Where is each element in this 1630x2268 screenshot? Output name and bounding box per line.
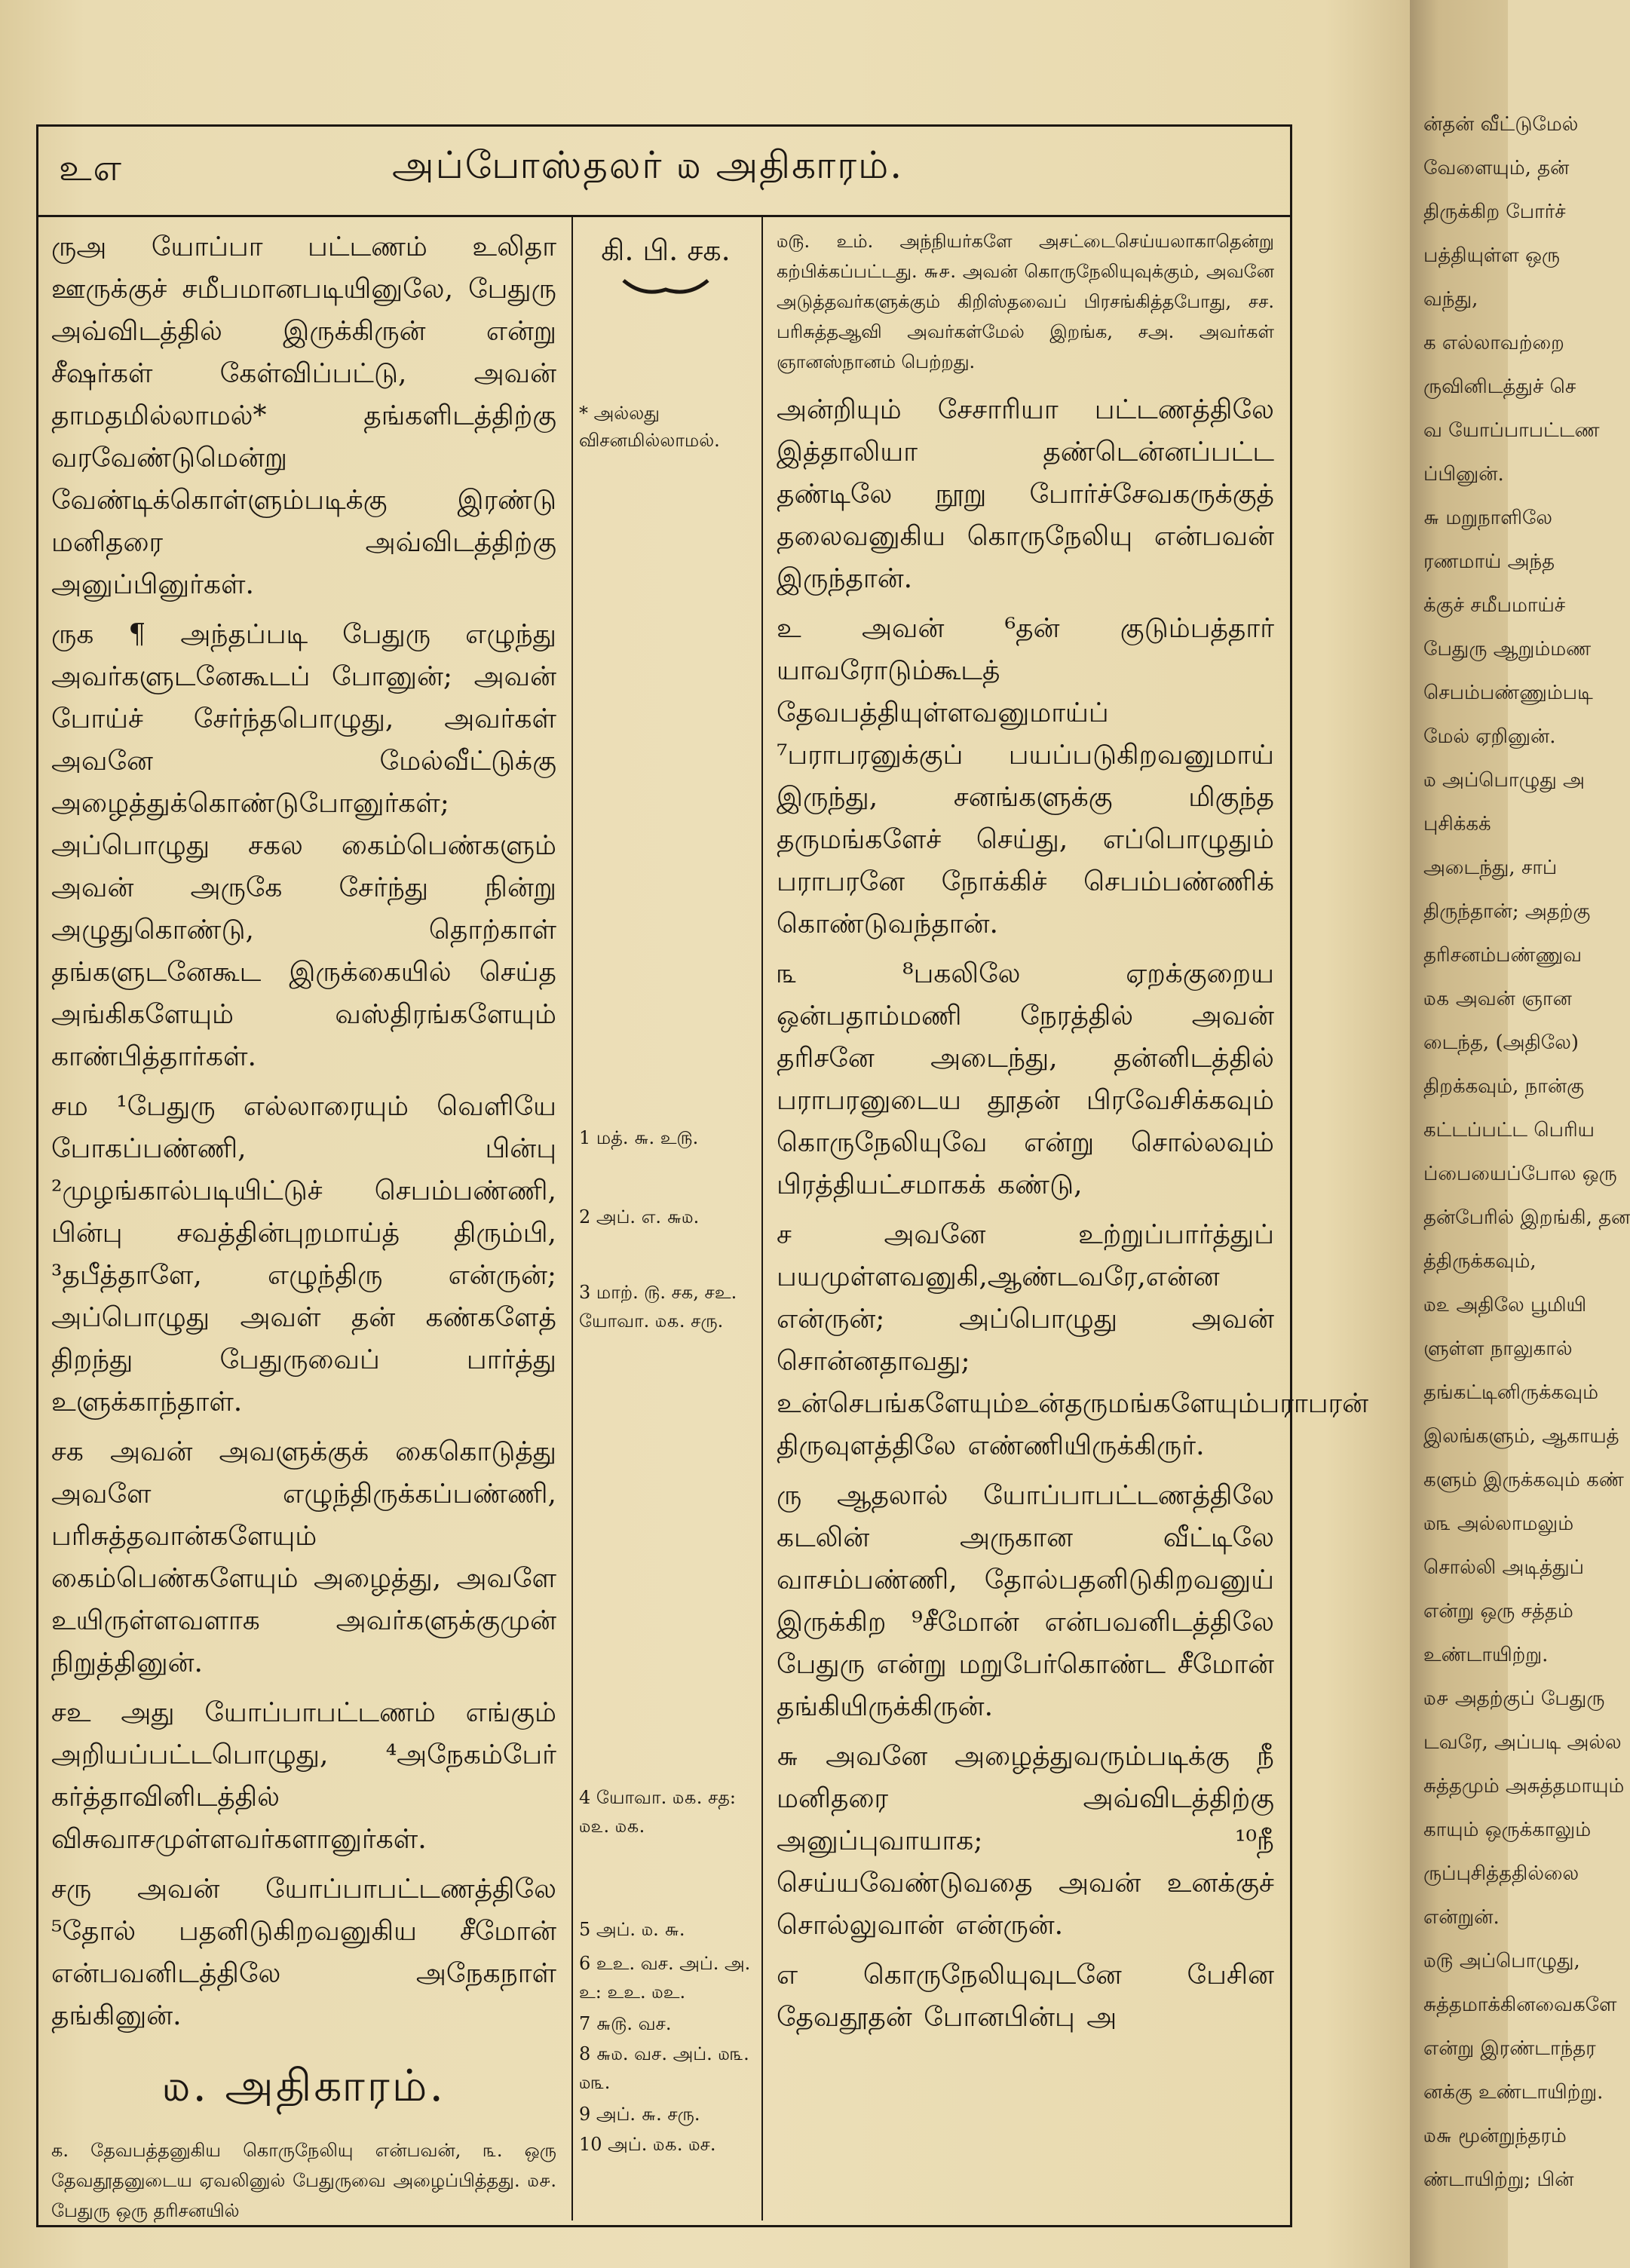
facing-page-line: செபம்பண்ணும்படி xyxy=(1423,682,1593,704)
facing-page-line: பத்தியுள்ள ஒரு xyxy=(1423,244,1560,267)
verse-3: ௩ ⁸பகலிலே ஏறக்குறைய ஒன்பதாம்மணி நேரத்தில் அவன் தரிசனே அடைந்து, தன்னிடத்தில் பராபரனுடைய தூதன் பிரவேசிக்கவும் கொருநேலியுவே என்று சொல்லவும் பிரத்தியட்சமாகக் கண்டு, xyxy=(777,958,1274,1200)
facing-page-line: தரிசனம்பண்ணுவ xyxy=(1423,944,1582,967)
verse-43: சரு அவன் யோப்பாபட்டணத்திலே ⁵தோல் பதனிடுகிறவனுகிய சீமோன் என்பவனிடத்திலே அநேகநாள் தங்கினுன். xyxy=(51,1874,556,2031)
verse-7: எ கொருநேலியுவுடனே பேசின தேவதூதன் போனபின்பு அ xyxy=(777,1960,1274,2033)
reference-9: 9 அப். ௬. சரு. xyxy=(579,2104,700,2125)
margin-note: * அல்லது விசனமில்லாமல். xyxy=(579,403,720,451)
facing-page-line: ௰ அப்பொழுது அ xyxy=(1423,769,1585,792)
era-heading: கி. பி. சக. xyxy=(601,234,731,267)
verse-4: ச அவனே உற்றுப்பார்த்துப் பயமுள்ளவனுகி,ஆண்டவரே,என்ன என்ருன்; அப்பொழுது அவன் சொன்னதாவது; உன்செபங்களேயும்உன்தருமங்களேயும்பராபரன் திருவுளத்திலே எண்ணியிருக்கிருர். xyxy=(777,1219,1369,1461)
facing-page-line: காயும் ஒருக்காலும் xyxy=(1423,1819,1592,1841)
verse-41: சக அவன் அவளுக்குக் கைகொடுத்து அவளே எழுந்திருக்கப்பண்ணி, பரிசுத்தவான்களேயும் கைம்பெண்களேயும் அழைத்து, அவளே உயிருள்ளவளாக அவர்களுக்குமுன் நிறுத்தினுன். xyxy=(51,1436,556,1678)
facing-page-line: புசிக்கக் xyxy=(1423,813,1491,835)
reference-5: 5 அப். ௰. ௬. xyxy=(579,1919,685,1940)
facing-page-line: க்குச் சமீபமாய்ச் xyxy=(1423,594,1566,617)
facing-page-line: என்று இரண்டாந்தர xyxy=(1423,2037,1596,2060)
facing-page-line: த்திருக்கவும், xyxy=(1423,1250,1537,1273)
facing-page-line: டவரே, அப்படி அல்ல xyxy=(1423,1731,1622,1754)
facing-page-line: திறக்கவும், நான்கு xyxy=(1423,1075,1585,1098)
facing-page-line: தங்கட்டினிருக்கவும் xyxy=(1423,1381,1598,1404)
facing-page-line: என்றுன். xyxy=(1423,1906,1500,1929)
facing-page-line: ௰௩ அல்லாமலும் xyxy=(1423,1513,1574,1535)
page-number: உஎ xyxy=(59,147,123,189)
facing-page-line: வ யோப்பாபட்டண xyxy=(1423,419,1600,442)
facing-page-line: ௰௫ அப்பொழுது, xyxy=(1423,1950,1580,1972)
facing-page-edge xyxy=(1410,0,1630,2268)
header-rule xyxy=(36,215,1292,217)
reference-4: 4 யோவா. ௰௧. சத: ௰௨. ௰௧. xyxy=(579,1787,736,1837)
chapter-heading: ௰. அதிகாரம். xyxy=(162,2060,446,2111)
reference-3: 3 மாற். ௫. சக, சஉ. யோவா. ௰௧. சரு. xyxy=(579,1282,737,1332)
verse-2: உ அவன் ⁶தன் குடும்பத்தார் யாவரோடும்கூடத் தேவபத்தியுள்ளவனுமாய்ப் ⁷பராபரனுக்குப் பயப்படுகிறவனுமாய் இருந்து, சனங்களுக்கு மிகுந்த தருமங்களேச் செய்து, எப்பொழுதும் பராபரனே நோக்கிச் செபம்பண்ணிக் கொண்டுவந்தான். xyxy=(777,613,1274,939)
facing-page-line: சொல்லி அடித்துப் xyxy=(1423,1556,1584,1579)
facing-page-line: னக்கு உண்டாயிற்று. xyxy=(1423,2081,1604,2104)
facing-page-line: திருக்கிற போர்ச் xyxy=(1423,201,1566,223)
facing-page-line: ப்பையைப்போல ஒரு xyxy=(1423,1163,1617,1185)
facing-page-line: ருப்புசித்ததில்லை xyxy=(1423,1862,1579,1885)
verse-39: ருக ¶ அந்தப்படி பேதுரு எழுந்து அவர்களுடனேகூடப் போனுன்; அவன் போய்ச் சேர்ந்தபொழுது, அவர்கள் அவனே மேல்வீட்டுக்கு அழைத்துக்கொண்டுபோனுர்கள்; அப்பொழுது சகல கைம்பெண்களும் அவன் அருகே சேர்ந்து நின்று அழுதுகொண்டு, தொற்காள் தங்களுடனேகூட இருக்கையில் செய்த அங்கிகளேயும் வஸ்திரங்களேயும் காண்பித்தார்கள். xyxy=(51,619,556,1072)
facing-page-line: ௰௬ மூன்றுந்தரம் xyxy=(1423,2125,1567,2147)
reference-10: 10 அப். ௰௧. ௰ச. xyxy=(579,2134,716,2155)
ornament-flourish xyxy=(620,276,711,299)
reference-7: 7 ௬௫. வச. xyxy=(579,2013,672,2034)
verse-42: சஉ அது யோப்பாபட்டணம் எங்கும் அறியப்பட்டபொழுது, ⁴அநேகம்பேர் கர்த்தாவினிடத்தில் விசுவாசமுள்ளவர்களானுர்கள். xyxy=(51,1697,556,1855)
facing-page-line: என்று ஒரு சத்தம் xyxy=(1423,1600,1573,1623)
facing-page-line: இலங்களும், ஆகாயத் xyxy=(1423,1425,1619,1448)
reference-2: 2 அப். எ. ௬௰. xyxy=(579,1206,700,1227)
verse-40: சம ¹பேதுரு எல்லாரையும் வெளியே போகப்பண்ணி, பின்பு ²முழங்கால்படியிட்டுச் செபம்பண்ணி, பின்பு சவத்தின்புறமாய்த் திரும்பி, ³தபீத்தாளே, எழுந்திரு என்ருன்; அப்பொழுது அவள் தன் கண்களேத் திறந்து பேதுருவைப் பார்த்து உளுக்காந்தாள். xyxy=(51,1091,556,1418)
column-divider-left xyxy=(571,217,573,2220)
facing-page-line: வந்து, xyxy=(1423,288,1478,311)
verse-6: ௬ அவனே அழைத்துவரும்படிக்கு நீ மனிதரை அவ்விடத்திற்கு அனுப்புவாயாக; ¹⁰நீ செய்யவேண்டுவதை அவன் உனக்குச் சொல்லுவான் என்ருன். xyxy=(777,1741,1274,1941)
facing-page-line: கட்டப்பட்ட பெரிய xyxy=(1423,1119,1595,1142)
facing-page-line: ௰௨ அதிலே பூமியி xyxy=(1423,1294,1587,1316)
facing-page-line: சுத்தமும் அசுத்தமாயும் xyxy=(1423,1775,1625,1798)
facing-page-line: ரணமாய் அந்த xyxy=(1423,550,1555,573)
facing-page-line: ௬ மறுநாளிலே xyxy=(1423,507,1553,529)
facing-page-line: வேளையும், தன் xyxy=(1423,157,1570,179)
facing-page-line: ௰௧ அவன் ஞான xyxy=(1423,988,1572,1010)
reference-column xyxy=(579,226,752,2217)
facing-page-line: தன்பேரில் இறங்கி, தன xyxy=(1423,1206,1630,1229)
facing-page-line: டைந்த, (அதிலே) xyxy=(1423,1031,1579,1054)
reference-8: 8 ௬௰. வச. அப். ௰௩. ௰௩. xyxy=(579,2043,749,2093)
facing-page-line: ருவினிடத்துச் செ xyxy=(1423,375,1576,398)
facing-page-line: ன்தன் வீட்டுமேல் xyxy=(1423,113,1579,136)
facing-page-line: களும் இருக்கவும் கண் xyxy=(1423,1469,1624,1491)
chapter-summary-continued: ௰௫. உம். அந்நியர்களே அசட்டைசெய்யலாகாதென்று கற்பிக்கப்பட்டது. ௬௪. அவன் கொருநேலியுவுக்கும், அவனே அடுத்தவர்களுக்கும் கிறிஸ்தவைப் பிரசங்கித்தபோது, சச. பரிசுத்தஆவி அவர்கள்மேல் இறங்க, சஅ. அவர்கள் ஞானஸ்நானம் பெற்றது. xyxy=(777,231,1274,372)
facing-page-line: ௰௪ அதற்குப் பேதுரு xyxy=(1423,1687,1605,1710)
facing-page-line: பேதுரு ஆறும்மண xyxy=(1423,638,1592,660)
verse-38: ருஅ யோப்பா பட்டணம் உலிதா ஊருக்குச் சமீபமானபடியினுலே, பேதுரு அவ்விடத்தில் இருக்கிருன் என்று சீஷர்கள் கேள்விப்பட்டு, அவன் தாமதமில்லாமல்* தங்களிடத்திற்கு வரவேண்டுமென்று வேண்டிக்கொள்ளும்படிக்கு இரண்டு மனிதரை அவ்விடத்திற்கு அனுப்பினுர்கள். xyxy=(51,231,556,600)
facing-page-line: க எல்லாவற்றை xyxy=(1423,332,1564,354)
right-column xyxy=(777,226,1369,2046)
facing-page-line: ண்டாயிற்று; பின் xyxy=(1423,2168,1574,2191)
reference-1: 1 மத். ௬. உ௫. xyxy=(579,1127,699,1148)
reference-6: 6 உஉ. வச. அப். அ. உ: உஉ. ௰உ. xyxy=(579,1953,751,2003)
facing-page-line: அடைந்து, சாப் xyxy=(1423,857,1558,879)
chapter-summary: க. தேவபத்தனுகிய கொருநேலியு என்பவன், ௩. ஒரு தேவதூதனுடைய ஏவலினுல் பேதுருவை அழைப்பித்தது. ௰௪. பேதுரு ஒரு தரிசனயில் xyxy=(51,2140,556,2221)
facing-page-line: சுத்தமாக்கினவைகளே xyxy=(1423,1994,1617,2016)
facing-page-line: மேல் ஏறினுன். xyxy=(1423,725,1556,748)
verse-5: ரு ஆதலால் யோப்பாபட்டணத்திலே கடலின் அருகான வீட்டிலே வாசம்பண்ணி, தோல்பதனிடுகிறவனுய் இருக்கிற ⁹சீமோன் என்பவனிடத்திலே பேதுரு என்று மறுபேர்கொண்ட சீமோன் தங்கியிருக்கிருன். xyxy=(777,1480,1274,1722)
facing-page-line: ளுள்ள நாலுகால் xyxy=(1423,1338,1573,1360)
facing-page-line: உண்டாயிற்று. xyxy=(1423,1644,1549,1666)
column-divider-right xyxy=(761,217,763,2220)
facing-page-line: திருந்தான்; அதற்கு xyxy=(1423,900,1591,923)
verse-1: அன்றியும் சேசாரியா பட்டணத்திலே இத்தாலியா தண்டென்னப்பட்ட தண்டிலே நூறு போர்ச்சேவகருக்குத் தலைவனுகிய கொருநேலியு என்பவன் இருந்தான். xyxy=(777,394,1274,594)
running-title: அப்போஸ்தலர் ௰ அதிகாரம். xyxy=(392,143,904,187)
left-column xyxy=(51,226,556,2238)
facing-page-line: ப்பினுன். xyxy=(1423,463,1504,486)
